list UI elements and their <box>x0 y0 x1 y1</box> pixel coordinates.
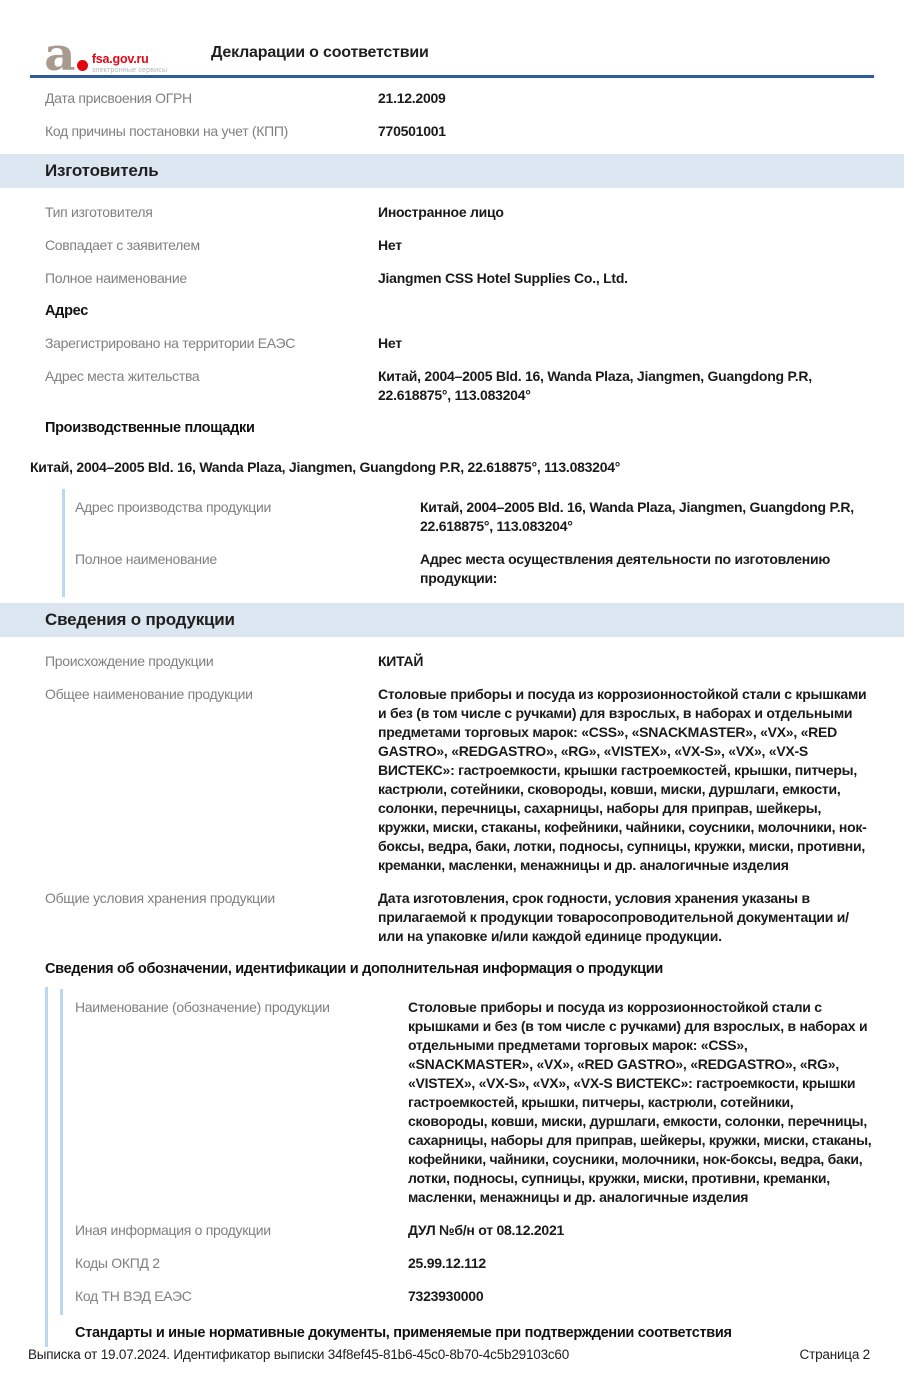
production-site-wrap <box>0 481 904 597</box>
row-product-designation <box>75 991 874 1214</box>
row-tnved-code <box>75 1280 874 1313</box>
row-storage-conditions <box>30 882 874 953</box>
subheading-standards: Стандарты и иные нормативные документы, применяемые при подтверждении соответствия <box>75 1325 732 1342</box>
field-label: Код причины постановки на учет (КПП) <box>45 123 289 140</box>
field-label: Совпадает с заявителем <box>45 237 200 254</box>
field-value: 7323930000 <box>408 1288 484 1305</box>
row-okpd2-codes <box>75 1247 874 1280</box>
field-value: 770501001 <box>378 123 446 140</box>
field-value: Jiangmen CSS Hotel Supplies Co., Ltd. <box>378 270 628 287</box>
manufacturer-table <box>0 192 904 444</box>
page-header <box>0 0 904 81</box>
logo-tagline: электронные сервисы <box>91 67 168 75</box>
row-manufacturer-type <box>30 196 874 229</box>
row-same-as-applicant <box>30 229 874 262</box>
field-label: Полное наименование <box>75 551 217 568</box>
field-label: Общие условия хранения продукции <box>45 890 275 907</box>
page-number: Страница 2 <box>799 1347 870 1363</box>
field-value: Нет <box>378 237 402 254</box>
field-value: 21.12.2009 <box>378 90 446 107</box>
field-value: ДУЛ №б/н от 08.12.2021 <box>408 1222 565 1239</box>
production-site-title: Китай, 2004–2005 Bld. 16, Wanda Plaza, Jiangmen, Guangdong P.R, 22.618875°, 113.083204° <box>30 459 621 476</box>
row-ogrn-date <box>30 82 874 115</box>
field-label: Тип изготовителя <box>45 204 153 221</box>
field-value: Китай, 2004–2005 Bld. 16, Wanda Plaza, Jiangmen, Guangdong P.R, 22.618875°, 113.083204° <box>420 499 854 535</box>
identification-inner-block <box>60 989 874 1315</box>
subheading-identification: Сведения об обозначении, идентификации и дополнительная информация о продукции <box>45 961 664 978</box>
registry-table <box>0 78 904 148</box>
field-label: Полное наименование <box>45 270 187 287</box>
logo-domain-text: fsa.gov.ru <box>91 52 149 67</box>
subheading-address: Адрес <box>45 303 88 320</box>
field-value: Иностранное лицо <box>378 204 504 221</box>
field-label: Адрес места жительства <box>45 368 200 385</box>
field-label: Иная информация о продукции <box>75 1222 271 1239</box>
field-value: Нет <box>378 335 402 352</box>
field-label: Происхождение продукции <box>45 653 214 670</box>
logo-text-block <box>92 52 167 75</box>
field-label: Дата присвоения ОГРН <box>45 90 192 107</box>
field-label: Общее наименование продукции <box>45 686 253 703</box>
identification-outer-block <box>45 987 874 1347</box>
field-label: Наименование (обозначение) продукции <box>75 999 330 1016</box>
field-value: Китай, 2004–2005 Bld. 16, Wanda Plaza, Jiangmen, Guangdong P.R, 22.618875°, 113.083204° <box>378 368 812 404</box>
page-title: Декларации о соответствии <box>211 44 429 61</box>
field-label: Код ТН ВЭД ЕАЭС <box>75 1288 192 1305</box>
row-kpp <box>30 115 874 148</box>
section-header-products: Сведения о продукции <box>0 603 904 637</box>
row-other-product-info <box>75 1214 874 1247</box>
products-table <box>0 641 904 1347</box>
field-label: Зарегистрировано на территории ЕАЭС <box>45 335 296 352</box>
field-value: Столовые приборы и посуда из коррозионностойкой стали с крышками и без (в том числе с ручками) для взрослых, в наборах и отдельными предметами торговых марок: «CSS», «SNACKMASTER», «VX», «RED GASTRO», «REDGASTRO», «RG», «VISTEX», «VX-S», «VX», «VX-S ВИСТЕКС»: гастроемкости, крышки гастроемкостей, крышки, питчеры, кастрюли, сотейники, сковороды, ковши, миски, дуршлаги, емкости, солонки, перечницы, сахарницы, наборы для приправ, шейкеры, кружки, миски, стаканы, кофейники, чайники, соусники, молочники, нок-боксы, ведра, баки, лотки, подносы, супницы, кружки, миски, противни, креманки, масленки, менажницы и др. аналогичные изделия <box>378 686 867 874</box>
section-header-manufacturer: Изготовитель <box>0 154 904 188</box>
row-residence-address <box>30 360 874 412</box>
subheading-production-sites: Производственные площадки <box>45 420 255 437</box>
row-product-common-name <box>30 678 874 882</box>
field-value: Дата изготовления, срок годности, условия хранения указаны в прилагаемой к продукции товаросопроводительной документации и/или на упаковке и/или каждой единице продукции. <box>378 890 849 945</box>
field-label: Адрес производства продукции <box>75 499 272 516</box>
field-label: Коды ОКПД 2 <box>75 1255 160 1272</box>
logo-red-dot-icon <box>77 60 88 71</box>
field-value: Столовые приборы и посуда из коррозионностойкой стали с крышками и без (в том числе с ручками) для взрослых, в наборах и отдельными предметами торговых марок: «CSS», «SNACKMASTER», «VX», «RED GASTRO», «REDGASTRO», «RG», «VISTEX», «VX-S», «VX», «VX-S ВИСТЕКС»: гастроемкости, крышки гастроемкостей, крышки, питчеры, кастрюли, сотейники, сковороды, ковши, миски, дуршлаги, емкости, солонки, перечницы, сахарницы, наборы для приправ, шейкеры, кружки, миски, стаканы, кофейники, чайники, соусники, молочники, нок-боксы, ведра, баки, лотки, подносы, супницы, кружки, миски, противни, креманки, масленки, менажницы и др. аналогичные изделия <box>408 999 872 1206</box>
fsa-logo-icon: а <box>44 27 76 81</box>
row-site-full-name <box>75 543 874 595</box>
row-full-name <box>30 262 874 295</box>
extract-info: Выписка от 19.07.2024. Идентификатор выписки 34f8ef45-81b6-45c0-8b70-4c5b29103c60 <box>28 1347 570 1363</box>
page-footer <box>0 1347 904 1384</box>
production-site-block <box>62 489 874 597</box>
row-product-origin <box>30 645 874 678</box>
row-production-address <box>75 491 874 543</box>
field-value: Адрес места осуществления деятельности по изготовлению продукции: <box>420 551 831 587</box>
row-eaes-registered <box>30 327 874 360</box>
fsa-logo <box>44 27 183 81</box>
field-value: 25.99.12.112 <box>408 1255 486 1272</box>
field-value: КИТАЙ <box>378 653 424 670</box>
